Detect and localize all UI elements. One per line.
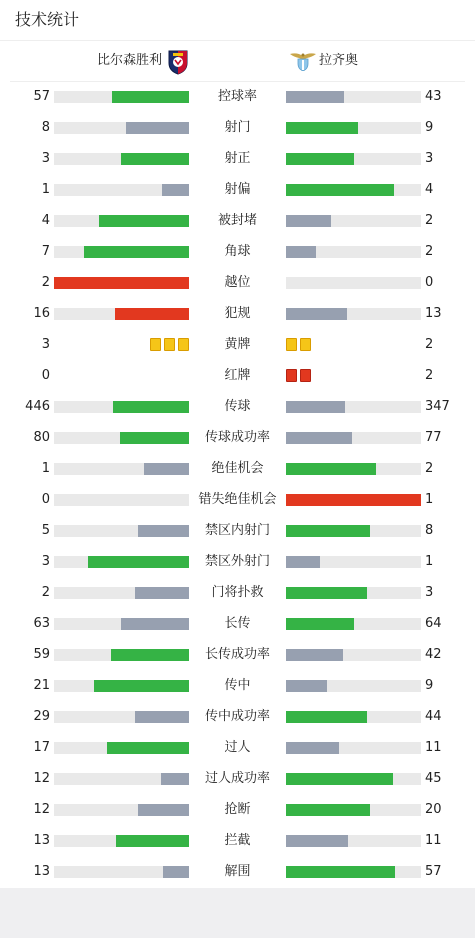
stat-row: [0, 360, 475, 391]
away-stat-value: 11: [425, 740, 442, 755]
home-stat-bar-fill: [112, 91, 189, 103]
home-stat-bar-fill: [135, 711, 189, 723]
stat-row: [0, 608, 475, 639]
home-stat-bar-fill: [99, 215, 189, 227]
away-stat-bar-fill: [286, 153, 354, 165]
stat-label: 抢断: [224, 802, 251, 817]
home-stat-bar-fill: [120, 432, 189, 444]
stat-row: [0, 453, 475, 484]
away-stat-value: 9: [425, 120, 434, 135]
stat-label: 传球成功率: [204, 430, 270, 445]
stats-list: [0, 81, 475, 887]
away-stat-value: 4: [425, 182, 434, 197]
away-stat-value: 45: [425, 771, 442, 786]
away-stat-value: 347: [425, 399, 450, 414]
away-stat-bar: [286, 277, 421, 289]
home-stat-value: 4: [41, 213, 50, 228]
stat-label: 禁区内射门: [204, 523, 270, 538]
home-stat-value: 8: [41, 120, 50, 135]
stat-label: 过人成功率: [204, 771, 270, 786]
home-stat-value: 17: [33, 740, 50, 755]
away-stat-bar-fill: [286, 835, 348, 847]
stat-label: 黄牌: [224, 337, 251, 352]
stat-label: 传球: [224, 399, 251, 414]
home-stat-bar: [54, 91, 189, 103]
away-stat-value: 57: [425, 864, 442, 879]
home-stat-bar: [54, 525, 189, 537]
away-stat-bar: [286, 308, 421, 320]
away-stat-bar: [286, 773, 421, 785]
away-stat-value: 3: [425, 151, 434, 166]
stat-label: 错失绝佳机会: [198, 492, 277, 507]
away-stat-value: 0: [425, 275, 434, 290]
home-stat-bar: [54, 835, 189, 847]
away-stat-value: 64: [425, 616, 442, 631]
away-stat-bar: [286, 153, 421, 165]
away-stat-bar-fill: [286, 401, 345, 413]
stat-label: 绝佳机会: [211, 461, 264, 476]
away-stat-bar: [286, 494, 421, 506]
away-stat-value: 3: [425, 585, 434, 600]
yellow-card-icon: [164, 338, 175, 351]
away-stat-bar-fill: [286, 215, 331, 227]
home-stat-bar-fill: [135, 587, 189, 599]
home-stat-bar: [54, 711, 189, 723]
stat-row: [0, 81, 475, 112]
away-stat-bar: [286, 649, 421, 661]
stat-row: [0, 763, 475, 794]
home-stat-bar-fill: [121, 618, 189, 630]
away-stat-bar-fill: [286, 742, 339, 754]
home-stat-bar-fill: [163, 866, 189, 878]
away-stat-bar: [286, 680, 421, 692]
home-stat-value: 0: [41, 368, 50, 383]
stat-label: 门将扑救: [211, 585, 264, 600]
away-stat-bar: [286, 866, 421, 878]
stat-row: [0, 639, 475, 670]
stat-row: [0, 391, 475, 422]
stat-row: [0, 515, 475, 546]
away-stat-bar-fill: [286, 866, 395, 878]
home-stat-bar-fill: [162, 184, 189, 196]
home-stat-value: 29: [33, 709, 50, 724]
away-stat-bar-fill: [286, 680, 327, 692]
home-stat-bar-fill: [84, 246, 189, 258]
home-stat-bar-fill: [88, 556, 189, 568]
home-stat-value: 5: [41, 523, 50, 538]
away-stat-bar: [286, 463, 421, 475]
away-stat-bar: [286, 556, 421, 568]
home-stat-bar: [54, 742, 189, 754]
away-stat-bar: [286, 215, 421, 227]
away-stat-value: 8: [425, 523, 434, 538]
away-stat-bar-fill: [286, 122, 358, 134]
home-stat-value: 2: [41, 585, 50, 600]
home-stat-bar: [54, 494, 189, 506]
home-stat-value: 12: [33, 771, 50, 786]
away-stat-bar-fill: [286, 525, 370, 537]
away-team-name: 拉齐奥: [319, 53, 359, 68]
home-stat-bar: [54, 308, 189, 320]
away-stat-value: 13: [425, 306, 442, 321]
stat-row: [0, 112, 475, 143]
stat-label: 被封堵: [217, 213, 257, 228]
away-stat-bar-fill: [286, 463, 376, 475]
home-stat-bar-fill: [111, 649, 189, 661]
yellow-card-icon: [150, 338, 161, 351]
stat-label: 红牌: [224, 368, 251, 383]
home-stat-bar-fill: [107, 742, 189, 754]
viktoria-plzen-crest-icon: [167, 49, 189, 75]
home-stat-bar-fill: [138, 804, 189, 816]
away-stat-value: 2: [425, 244, 434, 259]
away-stat-value: 1: [425, 554, 434, 569]
stat-row: [0, 236, 475, 267]
home-stat-value: 80: [33, 430, 50, 445]
away-stat-value: 1: [425, 492, 434, 507]
away-stat-bar-fill: [286, 184, 394, 196]
home-stat-bar: [54, 432, 189, 444]
home-stat-bar: [54, 649, 189, 661]
home-stat-bar: [54, 587, 189, 599]
home-stat-value: 3: [41, 554, 50, 569]
home-stat-bar-fill: [116, 835, 189, 847]
away-stat-value: 77: [425, 430, 442, 445]
home-yellow-cards: [150, 338, 189, 351]
home-stat-value: 1: [41, 182, 50, 197]
home-stat-value: 16: [33, 306, 50, 321]
stat-row: [0, 484, 475, 515]
stat-label: 传中: [224, 678, 251, 693]
stat-label: 犯规: [224, 306, 251, 321]
home-stat-bar-fill: [161, 773, 189, 785]
away-stat-bar: [286, 618, 421, 630]
home-stat-bar: [54, 401, 189, 413]
away-stat-bar-fill: [286, 773, 393, 785]
stat-row: [0, 267, 475, 298]
away-stat-bar: [286, 91, 421, 103]
away-stat-value: 43: [425, 89, 442, 104]
home-stat-value: 3: [41, 337, 50, 352]
away-stat-bar-fill: [286, 308, 347, 320]
away-stat-value: 2: [425, 337, 434, 352]
stat-label: 长传成功率: [204, 647, 270, 662]
home-stat-value: 63: [33, 616, 50, 631]
home-stat-bar: [54, 804, 189, 816]
away-stat-value: 2: [425, 461, 434, 476]
home-stat-bar: [54, 215, 189, 227]
home-stat-bar-fill: [126, 122, 189, 134]
stat-label: 越位: [224, 275, 251, 290]
page-title: 技术统计: [15, 10, 80, 29]
away-stat-value: 20: [425, 802, 442, 817]
home-stat-bar: [54, 556, 189, 568]
stat-label: 传中成功率: [204, 709, 270, 724]
away-red-cards: [286, 369, 311, 382]
away-stat-bar-fill: [286, 804, 370, 816]
stat-label: 射正: [224, 151, 251, 166]
away-stat-bar-fill: [286, 649, 343, 661]
stat-label: 射门: [224, 120, 251, 135]
stat-row: [0, 329, 475, 360]
home-stat-bar-fill: [121, 153, 189, 165]
stat-label: 解围: [224, 864, 251, 879]
home-stat-bar: [54, 153, 189, 165]
home-stat-value: 57: [33, 89, 50, 104]
away-stat-bar: [286, 401, 421, 413]
stat-label: 过人: [224, 740, 251, 755]
yellow-card-icon: [286, 338, 297, 351]
home-team-name: 比尔森胜利: [96, 53, 162, 68]
away-stat-value: 44: [425, 709, 442, 724]
home-stat-value: 7: [41, 244, 50, 259]
away-stat-bar-fill: [286, 91, 344, 103]
away-stat-bar: [286, 587, 421, 599]
stat-label: 长传: [224, 616, 251, 631]
stat-label: 控球率: [217, 89, 257, 104]
away-stat-bar: [286, 804, 421, 816]
stat-label: 角球: [224, 244, 251, 259]
away-stat-bar: [286, 122, 421, 134]
home-stat-bar: [54, 246, 189, 258]
home-stat-value: 446: [25, 399, 50, 414]
away-stat-bar: [286, 432, 421, 444]
stat-row: [0, 825, 475, 856]
home-stat-bar: [54, 463, 189, 475]
home-stat-value: 12: [33, 802, 50, 817]
stat-row: [0, 546, 475, 577]
home-stat-value: 13: [33, 833, 50, 848]
stat-row: [0, 794, 475, 825]
home-stat-bar-fill: [144, 463, 189, 475]
away-stat-bar: [286, 835, 421, 847]
away-stat-bar-fill: [286, 432, 352, 444]
stat-row: [0, 143, 475, 174]
home-stat-bar: [54, 618, 189, 630]
home-stat-bar: [54, 184, 189, 196]
stat-row: [0, 701, 475, 732]
home-stat-bar: [54, 773, 189, 785]
home-stat-value: 3: [41, 151, 50, 166]
stat-row: [0, 298, 475, 329]
home-stat-bar-fill: [115, 308, 189, 320]
home-stat-value: 13: [33, 864, 50, 879]
home-stat-bar-fill: [138, 525, 189, 537]
away-stat-bar-fill: [286, 587, 367, 599]
stat-row: [0, 174, 475, 205]
stat-label: 禁区外射门: [204, 554, 270, 569]
lazio-eagle-crest-icon: [290, 51, 316, 71]
home-stat-bar: [54, 680, 189, 692]
home-stat-value: 2: [41, 275, 50, 290]
teams-header: [0, 41, 475, 81]
away-yellow-cards: [286, 338, 311, 351]
red-card-icon: [286, 369, 297, 382]
away-stat-bar: [286, 246, 421, 258]
home-stat-bar-fill: [94, 680, 189, 692]
away-stat-bar-fill: [286, 494, 421, 506]
away-stat-value: 42: [425, 647, 442, 662]
stat-label: 射偏: [224, 182, 251, 197]
away-stat-value: 2: [425, 213, 434, 228]
red-card-icon: [300, 369, 311, 382]
home-stat-bar: [54, 866, 189, 878]
stat-row: [0, 205, 475, 236]
home-stat-bar: [54, 122, 189, 134]
yellow-card-icon: [300, 338, 311, 351]
stat-row: [0, 577, 475, 608]
away-stat-value: 11: [425, 833, 442, 848]
away-stat-bar: [286, 525, 421, 537]
away-stat-bar: [286, 184, 421, 196]
home-stat-value: 0: [41, 492, 50, 507]
away-stat-bar-fill: [286, 246, 316, 258]
stat-row: [0, 422, 475, 453]
away-stat-bar: [286, 742, 421, 754]
away-stat-value: 9: [425, 678, 434, 693]
yellow-card-icon: [178, 338, 189, 351]
away-stat-bar-fill: [286, 556, 320, 568]
home-stat-value: 59: [33, 647, 50, 662]
stat-row: [0, 732, 475, 763]
stat-label: 拦截: [224, 833, 251, 848]
home-stat-value: 1: [41, 461, 50, 476]
away-stat-bar-fill: [286, 618, 354, 630]
away-stat-bar-fill: [286, 711, 367, 723]
away-stat-bar: [286, 711, 421, 723]
home-stat-bar-fill: [54, 277, 189, 289]
home-stat-value: 21: [33, 678, 50, 693]
stat-row: [0, 670, 475, 701]
stat-row: [0, 856, 475, 887]
home-stat-bar: [54, 277, 189, 289]
home-stat-bar-fill: [113, 401, 189, 413]
away-stat-value: 2: [425, 368, 434, 383]
